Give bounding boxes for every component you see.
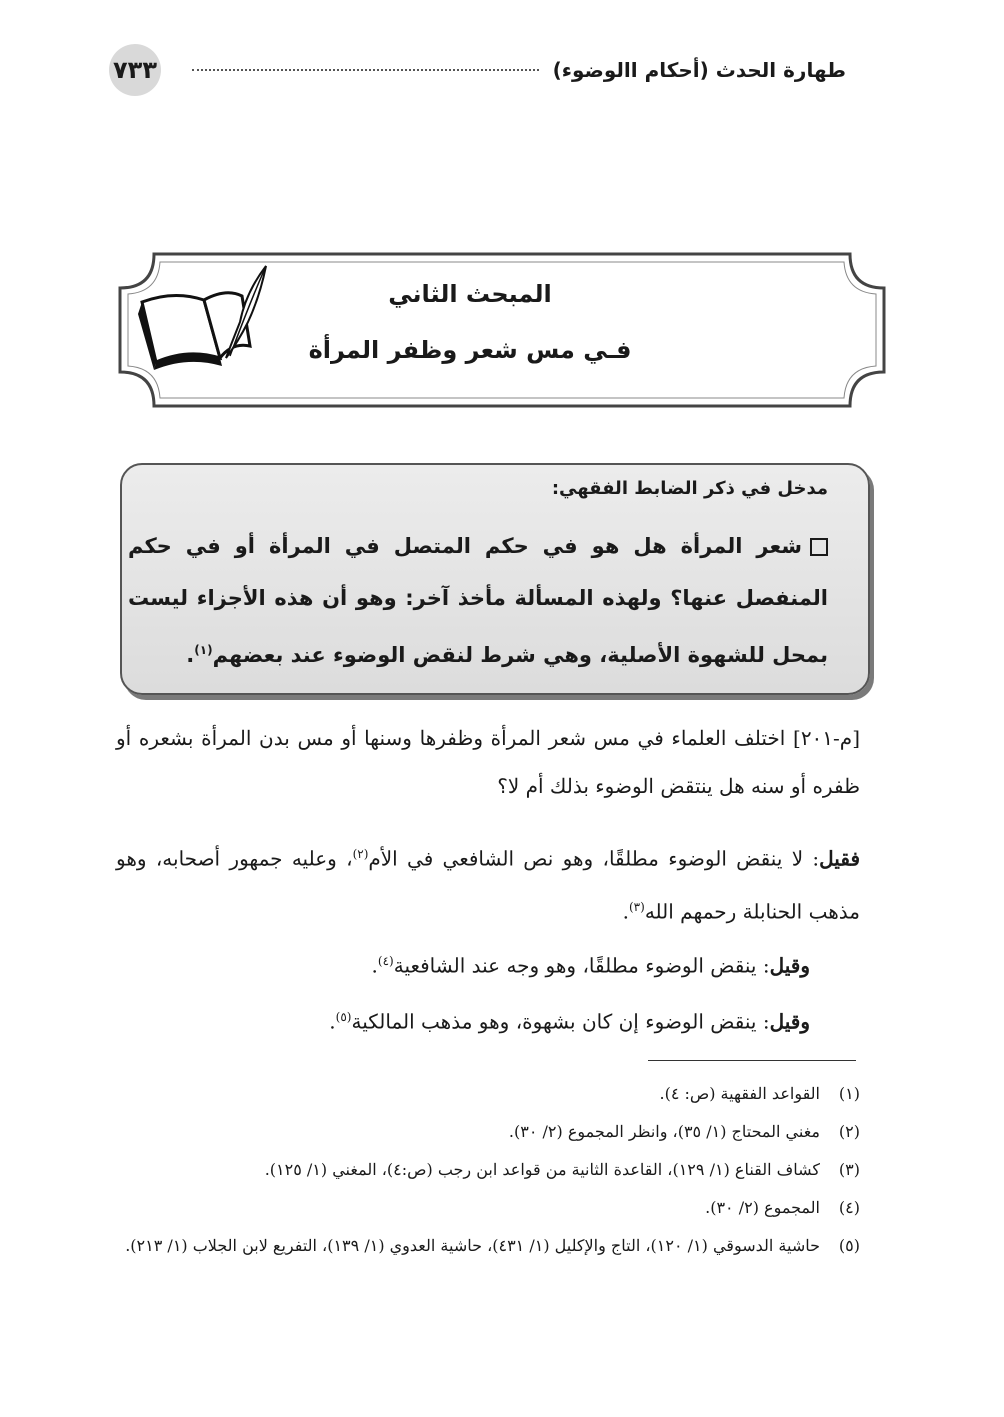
footnote-text: كشاف القناع (١/ ١٢٩)، القاعدة الثانية من قواعد ابن رجب (ص:٤)، المغني (١/ ١٢٥). — [264, 1160, 820, 1179]
footnote-text: مغني المحتاج (١/ ٣٥)، وانظر المجموع (٢/ ٣٠). — [508, 1122, 820, 1141]
footnote-number: (٥) — [838, 1236, 860, 1255]
paragraph-end: . — [371, 953, 378, 978]
footnote-separator — [648, 1060, 856, 1061]
footnote-text: حاشية الدسوقي (١/ ١٢٠)، التاج والإكليل (١/ ٤٣١)، حاشية العدوي (١/ ١٣٩)، التفريع لابن الجلاب (١/ ٢١٣). — [125, 1236, 820, 1255]
keyword-qila: فقيل — [819, 846, 860, 871]
header-dotted-leader — [192, 69, 539, 71]
keyword-waqila: وقيل — [769, 953, 810, 978]
running-title: طهارة الحدث (أحكام االوضوء) — [552, 58, 846, 82]
paragraph-3-text: : ينقض الوضوء مطلقًا، وهو وجه عند الشافعية — [393, 953, 770, 978]
footnote-ref: (٣) — [628, 899, 645, 914]
keyword-waqila: وقيل — [769, 1009, 810, 1034]
paragraph-4 — [116, 993, 810, 1046]
paragraph-4-text: : ينقض الوضوء إن كان بشهوة، وهو مذهب المالكية — [351, 1009, 770, 1034]
paragraph-end: . — [329, 1009, 336, 1034]
footnote-text: القواعد الفقهية (ص: ٤). — [659, 1084, 820, 1103]
chapter-title: المبحث الثاني — [388, 280, 552, 308]
footnote-number: (٣) — [838, 1160, 860, 1179]
paragraph-3 — [116, 937, 810, 990]
footnote — [116, 1075, 860, 1113]
footnote — [116, 1113, 860, 1151]
intro-end: . — [186, 643, 195, 667]
footnote-ref: (١) — [194, 643, 213, 657]
checkbox-icon — [810, 538, 828, 556]
footnote — [116, 1227, 860, 1265]
intro-text — [128, 520, 828, 681]
paragraph-2-text-a: : لا ينقض الوضوء مطلقًا، وهو نص الشافعي في الأم — [368, 846, 820, 871]
paragraph-2 — [116, 830, 860, 935]
paragraph-1: [م-٢٠١] اختلف العلماء في مس شعر المرأة وظفرها وسنها أو مس بدن المرأة بشعره أو ظفره أو سنه هل ينتقض الوضوء بذلك أم لا؟ — [116, 726, 860, 798]
footnote-number: (٤) — [838, 1198, 860, 1217]
footnote-ref: (٢) — [352, 847, 369, 861]
chapter-subtitle: فـي مس شعر وظفر المرأة — [308, 336, 632, 364]
intro-heading: مدخل في ذكر الضابط الفقهي: — [551, 478, 828, 499]
footnote-number: (٢) — [838, 1122, 860, 1141]
footnotes — [116, 1075, 860, 1265]
footnote-number: (١) — [838, 1084, 860, 1103]
running-header — [178, 50, 846, 90]
paragraph-2-text-b: ، وعليه جمهور أصحابه، وهو مذهب الحنابلة رحمهم الله — [116, 846, 860, 924]
footnote — [116, 1189, 860, 1227]
footnote-text: المجموع (٢/ ٣٠). — [705, 1198, 820, 1217]
footnote-ref: (٥) — [335, 1010, 352, 1024]
footnote-ref: (٤) — [377, 954, 394, 968]
footnote — [116, 1151, 860, 1189]
intro-body: شعر المرأة هل هو في حكم المتصل في المرأة أو في حكم المنفصل عنها؟ ولهذه المسألة مأخذ آخر: وهو أن هذه الأجزاء ليست بمحل للشهوة الأصلية، وهي شرط لنقض الوضوء عند بعضهم — [128, 534, 828, 667]
page-number: ٧٣٣ — [109, 44, 161, 96]
book-quill-icon — [134, 262, 274, 372]
paragraph-end: . — [622, 899, 629, 924]
